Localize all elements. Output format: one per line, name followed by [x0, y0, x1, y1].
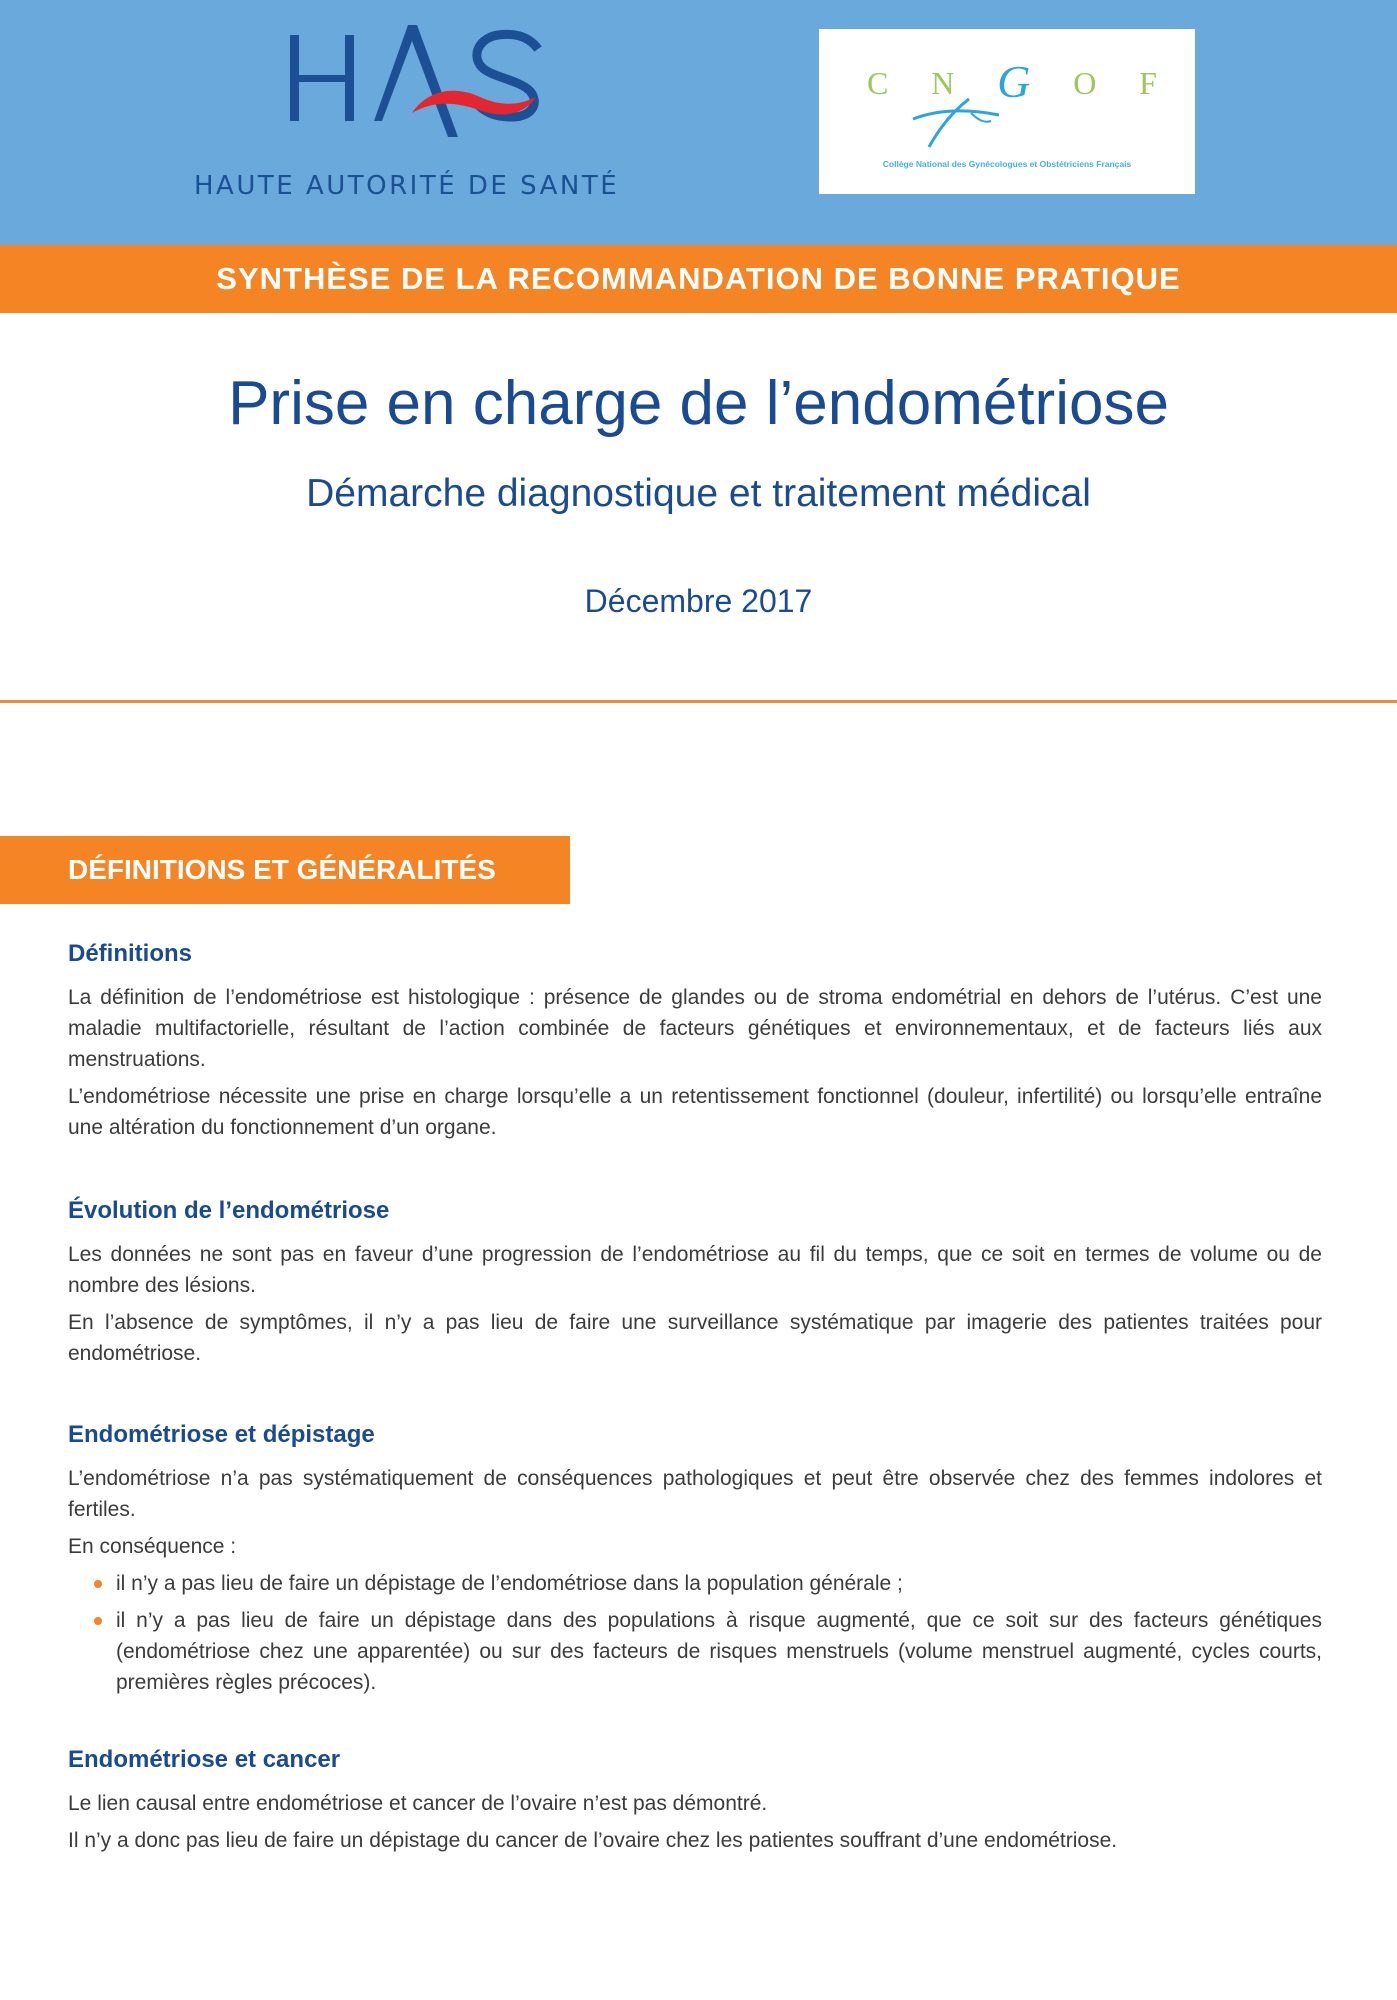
- subsection-evolution: [68, 1197, 1322, 1369]
- cngof-letter: F: [1139, 65, 1157, 101]
- page-title: Prise en charge de l’endométriose: [228, 369, 1169, 438]
- has-logo: [190, 25, 660, 205]
- has-logo-mark-icon: [290, 25, 550, 145]
- cngof-letter: G: [997, 56, 1031, 107]
- bullet-list: [68, 1568, 1322, 1698]
- cngof-logo: [819, 29, 1195, 194]
- list-item-text: il n’y a pas lieu de faire un dépistage de l’endométriose dans la population générale ;: [116, 1572, 903, 1595]
- cngof-swirl-icon: [909, 91, 1019, 151]
- publication-date: Décembre 2017: [584, 583, 813, 619]
- title-divider: [0, 700, 1397, 703]
- bullet-icon: [94, 1580, 102, 1588]
- page-subtitle: Démarche diagnostique et traitement médical: [306, 472, 1091, 515]
- has-tagline: HAUTE AUTORITÉ DE SANTÉ: [194, 171, 620, 201]
- section-heading: DÉFINITIONS ET GÉNÉRALITÉS: [0, 836, 570, 904]
- list-item: [94, 1605, 1322, 1698]
- subsection-heading: Endométriose et cancer: [68, 1746, 341, 1773]
- subsection-heading: Définitions: [68, 940, 192, 967]
- cngof-letter: O: [1073, 65, 1097, 101]
- subsection-depistage: [68, 1421, 1322, 1698]
- list-item: [94, 1568, 1322, 1599]
- subsection-heading: Évolution de l’endométriose: [68, 1197, 390, 1224]
- paragraph: La définition de l’endométriose est histologique : présence de glandes ou de stroma endométrial en dehors de l’utérus. C’est une maladie multifactorielle, résultant de l’action combinée de facteurs génétiques et environnementaux, et de facteurs liés aux menstruations.: [68, 986, 1322, 1071]
- cngof-letter: N: [931, 65, 955, 101]
- paragraph: Les données ne sont pas en faveur d’une progression de l’endométriose au fil du temps, que ce soit en termes de volume ou de nombre des lésions.: [68, 1243, 1322, 1297]
- paragraph: L’endométriose n’a pas systématiquement de conséquences pathologiques et peut être observée chez des femmes indolores et fertiles.: [68, 1467, 1322, 1521]
- subsection-heading: Endométriose et dépistage: [68, 1421, 375, 1448]
- paragraph: Le lien causal entre endométriose et cancer de l’ovaire n’est pas démontré.: [68, 1792, 768, 1815]
- bullet-icon: [94, 1617, 102, 1625]
- subsection-cancer: [68, 1746, 1322, 1856]
- section-content: [68, 940, 1322, 1910]
- subsection-definitions: [68, 940, 1322, 1143]
- header-band: [0, 0, 1397, 245]
- document-type-banner: SYNTHÈSE DE LA RECOMMANDATION DE BONNE PRATIQUE: [0, 245, 1397, 313]
- cngof-letter: C: [867, 65, 889, 101]
- cngof-caption: Collège National des Gynécologues et Obstétriciens Français: [882, 159, 1132, 169]
- paragraph: Il n’y a donc pas lieu de faire un dépistage du cancer de l’ovaire chez les patientes souffrant d’une endométriose.: [68, 1829, 1118, 1852]
- paragraph: En conséquence :: [68, 1535, 237, 1558]
- list-item-text: il n’y a pas lieu de faire un dépistage dans des populations à risque augmenté, que ce soit sur des facteurs génétiques (endométriose chez une apparentée) ou sur des facteurs de risques menstruels (volume menstruel augmenté, cycles courts, premières règles précoces).: [116, 1609, 1322, 1694]
- paragraph: L’endométriose nécessite une prise en charge lorsqu’elle a un retentissement fonctionnel (douleur, infertilité) ou lorsqu’elle entraîne une altération du fonctionnement d’un organe.: [68, 1085, 1322, 1139]
- paragraph: En l’absence de symptômes, il n’y a pas lieu de faire une surveillance systématique par imagerie des patientes traitées pour endométriose.: [68, 1311, 1322, 1365]
